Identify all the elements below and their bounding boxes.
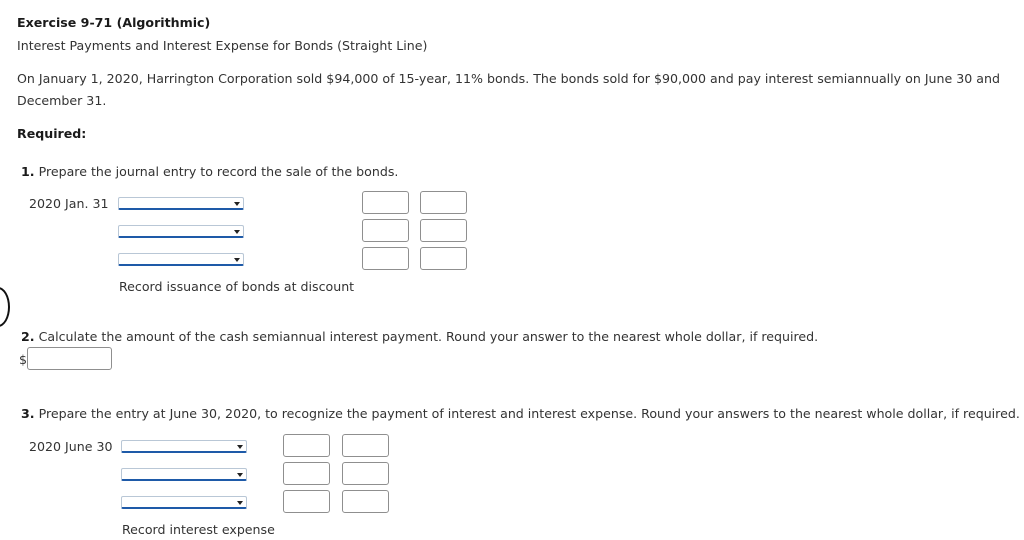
q1-memo: Record issuance of bonds at discount	[119, 279, 355, 294]
q1-account-select-1[interactable]	[118, 197, 244, 210]
q3-credit-input-1[interactable]	[342, 434, 389, 457]
q2-cash-payment-input[interactable]	[27, 347, 112, 370]
q3-account-select-3[interactable]	[121, 496, 247, 509]
problem-text-line1: On January 1, 2020, Harrington Corporation sold $94,000 of 15-year, 11% bonds. The bonds sold for $90,000 and pay interest semiannually on June 30 and	[17, 71, 1000, 86]
q2-text: Calculate the amount of the cash semiannual interest payment. Round your answer to the nearest whole dollar, if required.	[38, 329, 819, 344]
q2-prompt	[21, 329, 818, 344]
chevron-down-icon	[234, 202, 240, 206]
chevron-down-icon	[234, 258, 240, 262]
q1-debit-input-1[interactable]	[362, 191, 409, 214]
chevron-down-icon	[237, 445, 243, 449]
q3-credit-input-3[interactable]	[342, 490, 389, 513]
q3-debit-input-3[interactable]	[283, 490, 330, 513]
q3-prompt	[21, 406, 1020, 421]
q3-debit-input-2[interactable]	[283, 462, 330, 485]
q3-text: Prepare the entry at June 30, 2020, to recognize the payment of interest and interest expense. Round your answers to the nearest whole dollar, if required.	[38, 406, 1020, 421]
q1-debit-input-3[interactable]	[362, 247, 409, 270]
chevron-down-icon	[234, 230, 240, 234]
dollar-sign-icon: $	[19, 352, 28, 367]
problem-text-line2: December 31.	[17, 93, 107, 108]
q1-text: Prepare the journal entry to record the sale of the bonds.	[38, 164, 399, 179]
q3-debit-input-1[interactable]	[283, 434, 330, 457]
q1-account-select-2[interactable]	[118, 225, 244, 238]
chevron-down-icon	[237, 501, 243, 505]
q1-number: 1.	[21, 164, 35, 179]
q1-prompt	[21, 164, 398, 179]
q1-credit-input-3[interactable]	[420, 247, 467, 270]
exercise-subtitle: Interest Payments and Interest Expense for Bonds (Straight Line)	[17, 38, 428, 53]
q2-number: 2.	[21, 329, 35, 344]
q3-number: 3.	[21, 406, 35, 421]
q3-account-select-2[interactable]	[121, 468, 247, 481]
q1-debit-input-2[interactable]	[362, 219, 409, 242]
chevron-down-icon	[237, 473, 243, 477]
q1-account-select-3[interactable]	[118, 253, 244, 266]
q1-credit-input-1[interactable]	[420, 191, 467, 214]
q1-credit-input-2[interactable]	[420, 219, 467, 242]
exercise-title: Exercise 9-71 (Algorithmic)	[17, 15, 211, 30]
q3-date: 2020 June 30	[29, 439, 113, 454]
q1-date: 2020 Jan. 31	[29, 196, 109, 211]
required-label: Required:	[17, 126, 87, 141]
scroll-edge-indicator	[0, 287, 10, 327]
q3-account-select-1[interactable]	[121, 440, 247, 453]
q3-credit-input-2[interactable]	[342, 462, 389, 485]
q3-memo: Record interest expense	[122, 522, 275, 537]
